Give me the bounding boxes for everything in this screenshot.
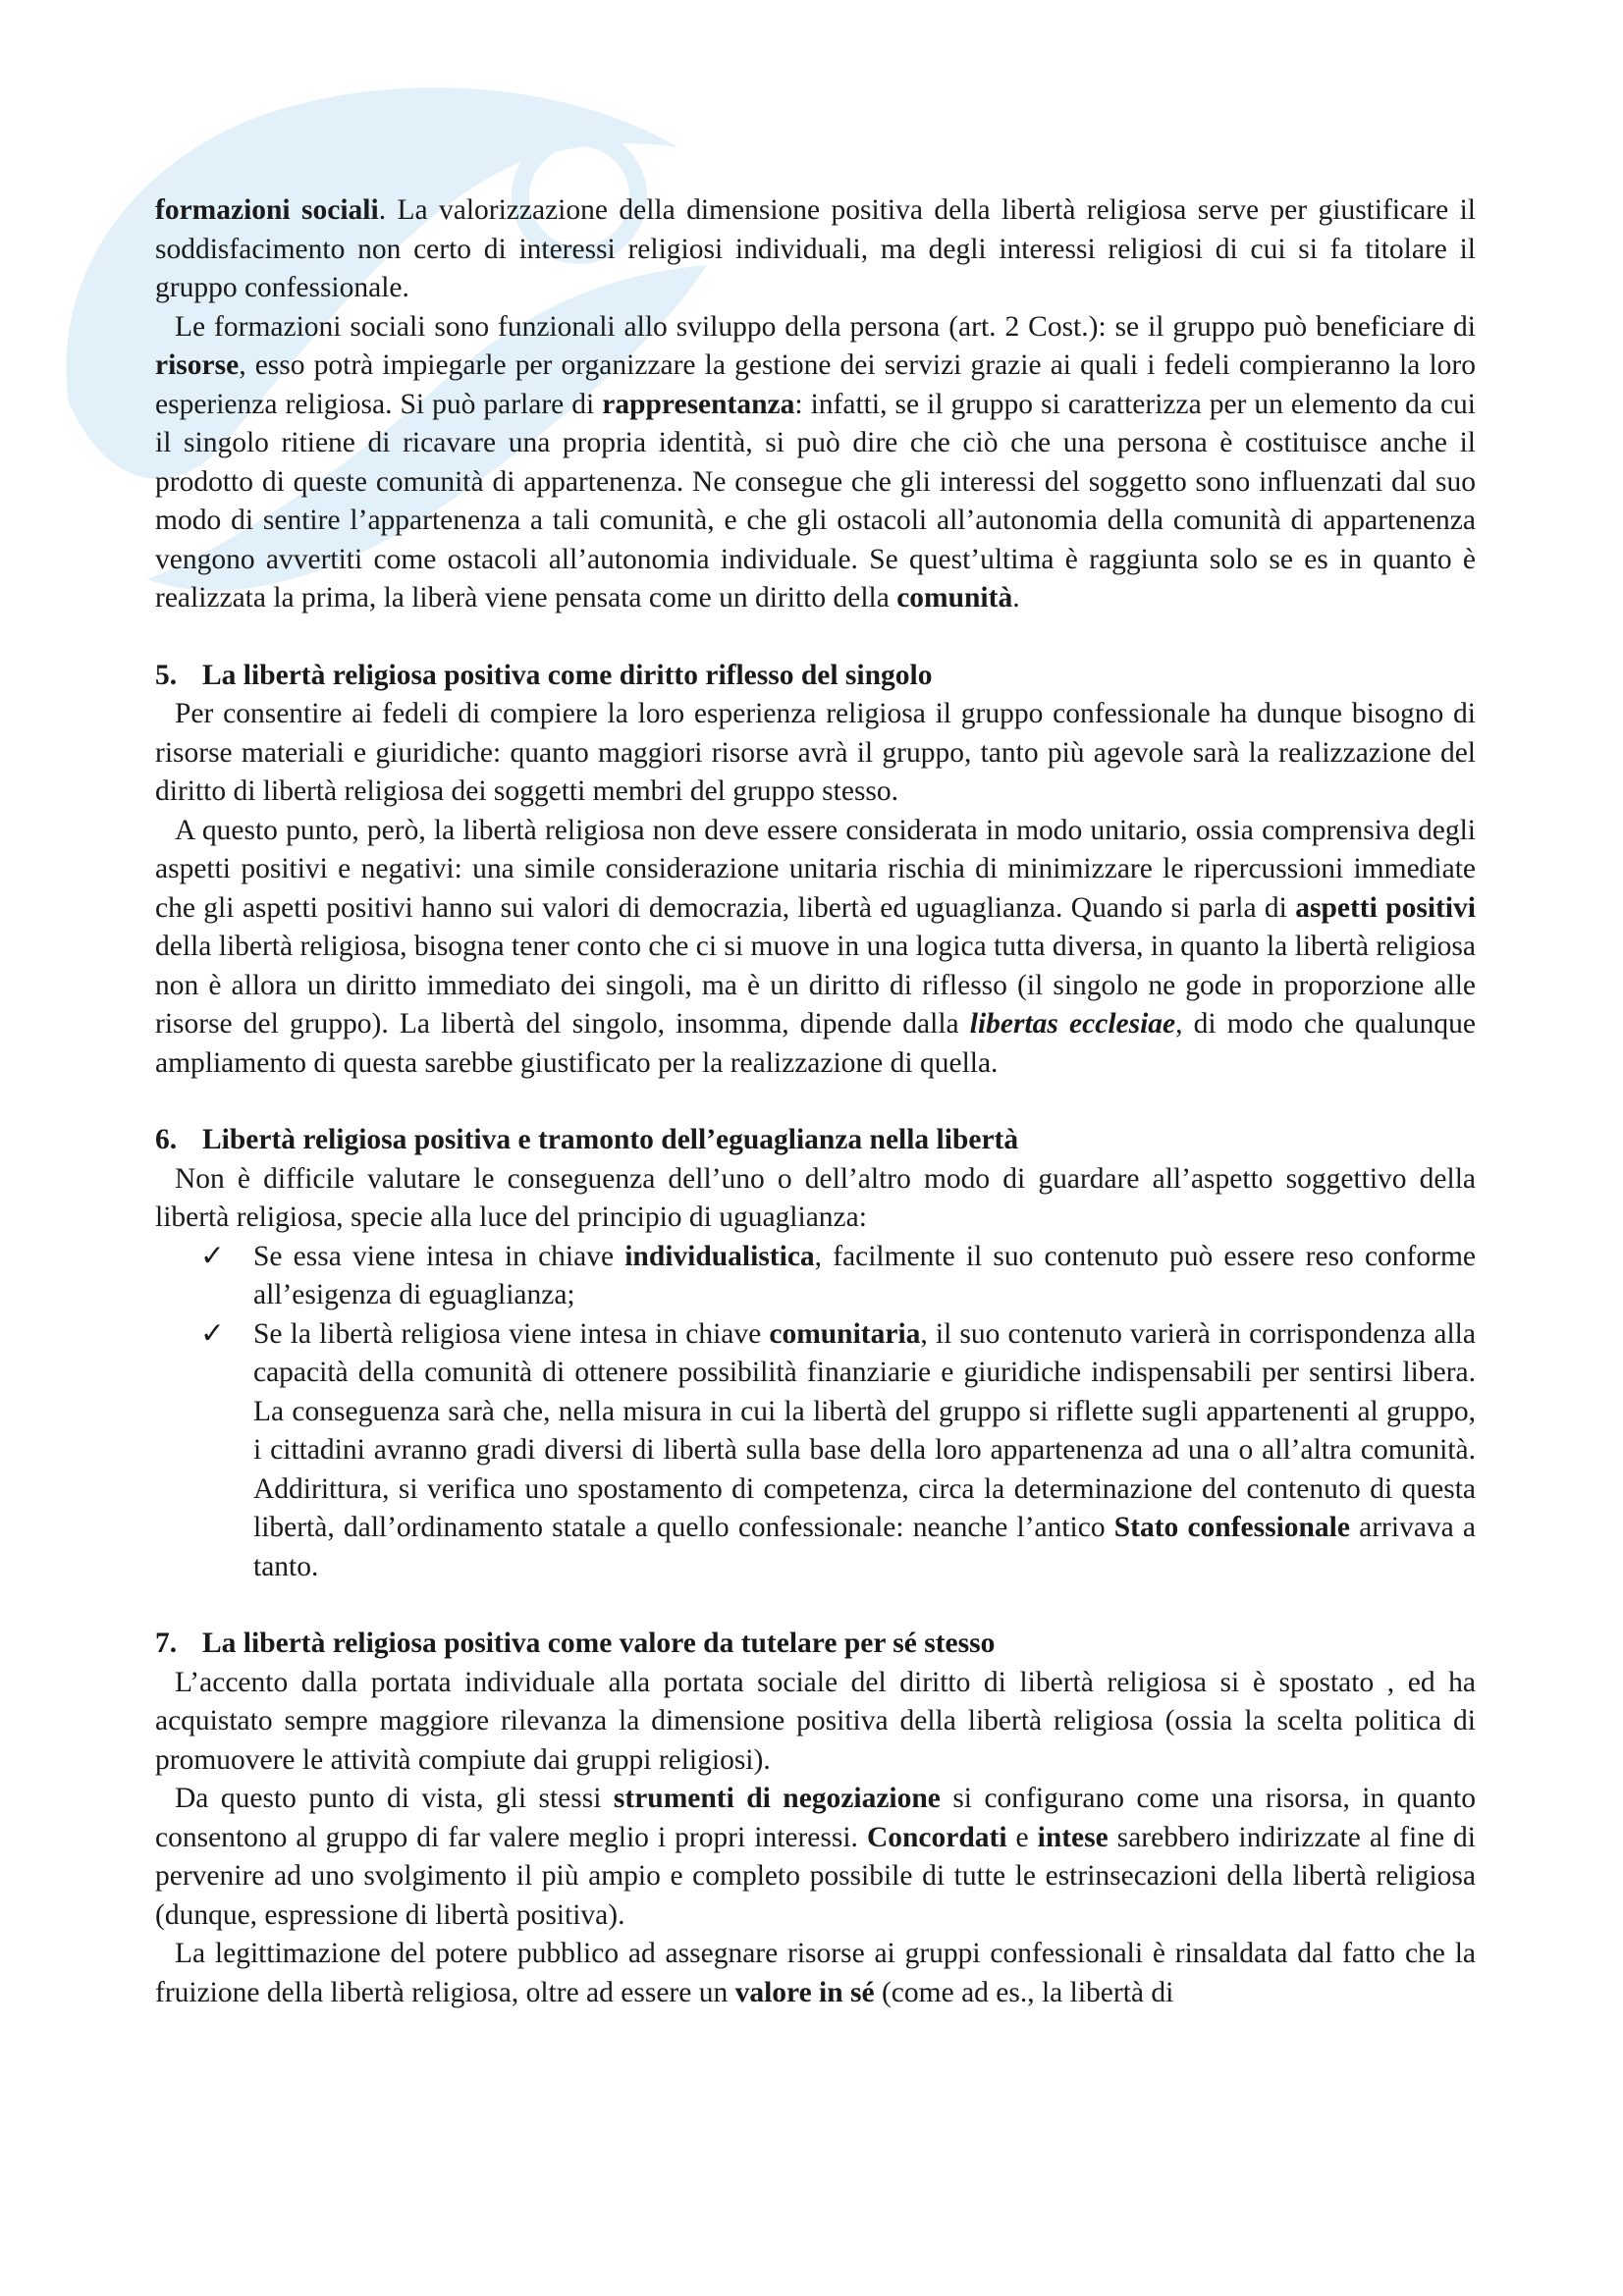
section-title: Libertà religiosa positiva e tramonto dell’eguaglianza nella libertà <box>202 1124 1019 1155</box>
checkmark-icon: ✓ <box>200 1317 225 1350</box>
bold-term: valore in sé <box>734 1976 875 2008</box>
text-run: , facilmente il suo contenuto può essere reso conforme all’esigenza di eguaglianza; <box>253 1240 1476 1310</box>
section-5-heading <box>155 657 1476 696</box>
bold-term: comunità <box>896 582 1013 614</box>
list-item <box>155 1315 1476 1587</box>
section-6-paragraph-1: Non è difficile valutare le conseguenza dell’uno o dell’altro modo di guardare all’aspetto soggettivo della libertà religiosa, specie alla luce del principio di uguaglianza: <box>155 1162 1476 1233</box>
bold-term: Stato confessionale <box>1113 1512 1350 1543</box>
checkmark-list <box>155 1238 1476 1587</box>
text-run: . <box>1012 582 1020 614</box>
section-title: La libertà religiosa positiva come diritto riflesso del singolo <box>202 659 933 691</box>
section-6-heading <box>155 1121 1476 1160</box>
section-number: 7. <box>155 1628 178 1659</box>
text-run: . La valorizzazione della dimensione positiva della libertà religiosa serve per giustificare il soddisfacimento non certo di interessi religiosi individuali, ma degli interessi religiosi di cui si fa titolare il gruppo confessionale. <box>155 194 1476 303</box>
text-run: La legittimazione del potere pubblico ad assegnare risorse ai gruppi confessionali è rinsaldata dal fatto che la fruizione della libertà religiosa, oltre ad essere un <box>155 1938 1476 2008</box>
text-run: arrivava a tanto. <box>253 1512 1477 1582</box>
section-title: La libertà religiosa positiva come valore da tutelare per sé stesso <box>202 1628 996 1659</box>
bold-term: formazioni sociali <box>155 194 379 226</box>
section-7-heading <box>155 1625 1476 1664</box>
text-run: , esso potrà impiegarle per organizzare la gestione dei servizi grazie ai quali i fedeli compieranno la loro esperienza religiosa. Si può parlare di <box>155 349 1476 420</box>
text-run: : infatti, se il gruppo si caratterizza per un elemento da cui il singolo ritiene di ricavare una propria identità, si può dire che ciò che una persona è costituisce anche il prodotto di queste comunità di appartenenza. Ne consegue che gli interessi del soggetto sono influenzati dal suo modo di sentire l’appartenenza a tali comunità, e che gli ostacoli all’autonomia della comunità di appartenenza vengono avvertiti come ostacoli all’autonomia individuale. Se quest’ultima è raggiunta solo se es in quanto è realizzata la prima, la liberà viene pensata come un diritto della <box>155 388 1476 614</box>
text-run: (come ad es., la libertà di <box>874 1976 1174 2008</box>
text-run: sarebbero indirizzate al fine di pervenire ad uno svolgimento il più ampio e completo possibile di tutte le estrinsecazioni della libertà religiosa (dunque, espressione di libertà positiva). <box>155 1821 1476 1931</box>
list-item <box>155 1238 1476 1315</box>
text-run: della libertà religiosa, bisogna tener conto che ci si muove in una logica tutta diversa, in quanto la libertà religiosa non è allora un diritto immediato dei singoli, ma è un diritto di riflesso (il singolo ne gode in proporzione alle risorse del gruppo). La libertà del singolo, insomma, dipende dalla <box>155 931 1476 1040</box>
bold-term: strumenti di negoziazione <box>613 1783 941 1814</box>
section-number: 5. <box>155 659 178 691</box>
text-run: e <box>1006 1821 1038 1853</box>
bold-term: aspetti positivi <box>1295 891 1476 924</box>
section-5-paragraph-1: Per consentire ai fedeli di compiere la loro esperienza religiosa il gruppo confessionale ha dunque bisogno di risorse materiali e giuridiche: quanto maggiori risorse avrà il gruppo, tanto più agevole sarà la realizzazione del diritto di libertà religiosa dei soggetti membri del gruppo stesso. <box>155 698 1476 807</box>
bold-term: rappresentanza <box>602 388 795 420</box>
section-7-paragraph-1: L’accento dalla portata individuale alla portata sociale del diritto di libertà religiosa si è spostato , ed ha acquistato sempre maggiore rilevanza la dimensione positiva della libertà religiosa (ossia la scelta politica di promuovere le attività compiute dai gruppi religiosi). <box>155 1666 1476 1776</box>
checkmark-icon: ✓ <box>200 1240 225 1272</box>
text-run: A questo punto, però, la libertà religiosa non deve essere considerata in modo unitario, ossia comprensiva degli aspetti positivi e negativi: una simile considerazione unitaria rischia di minimizzare le ripercussioni immediate che gli aspetti positivi hanno sui valori di democrazia, libertà ed uguaglianza. Quando si parla di <box>155 814 1476 924</box>
section-7-paragraph-2 <box>155 1780 1476 1935</box>
intro-paragraph-1 <box>155 191 1476 308</box>
italic-run: libertas ecclesiae <box>969 1008 1176 1040</box>
text-run: Se essa viene intesa in chiave <box>253 1240 625 1272</box>
section-7-paragraph-3 <box>155 1935 1476 2012</box>
intro-paragraph-2 <box>155 308 1476 618</box>
bold-italic-term <box>970 1008 1175 1040</box>
bold-term: individualistica <box>624 1240 815 1272</box>
bold-term: Concordati <box>866 1821 1007 1853</box>
bold-term: comunitaria <box>769 1317 921 1350</box>
text-run: , di modo che qualunque ampliamento di questa sarebbe giustificato per la realizzazione di quella. <box>155 1008 1476 1079</box>
bold-term: risorse <box>155 349 240 381</box>
section-number: 6. <box>155 1124 178 1155</box>
text-run: Le formazioni sociali sono funzionali allo sviluppo della persona (art. 2 Cost.): se il gruppo può beneficiare di <box>175 310 1476 343</box>
text-run: , il suo contenuto varierà in corrispondenza alla capacità della comunità di ottenere possibilità finanziarie e giuridiche indispensabili per sentirsi libera. La conseguenza sarà che, nella misura in cui la libertà del gruppo si riflette sugli appartenenti al gruppo, i cittadini avranno gradi diversi di libertà sulla base della loro appartenenza ad una o all’altra comunità. Addirittura, si verifica uno spostamento di competenza, circa la determinazione del contenuto di questa libertà, dall’ordinamento statale a quello confessionale: neanche l’antico <box>253 1317 1476 1543</box>
document-body <box>155 191 1476 2012</box>
text-run: Se la libertà religiosa viene intesa in chiave <box>253 1317 770 1350</box>
section-5-paragraph-2 <box>155 812 1476 1084</box>
text-run: si configurano come una risorsa, in quanto consentono al gruppo di far valere meglio i propri interessi. <box>155 1783 1476 1853</box>
text-run: Da questo punto di vista, gli stessi <box>175 1783 614 1814</box>
bold-term: intese <box>1037 1821 1109 1853</box>
